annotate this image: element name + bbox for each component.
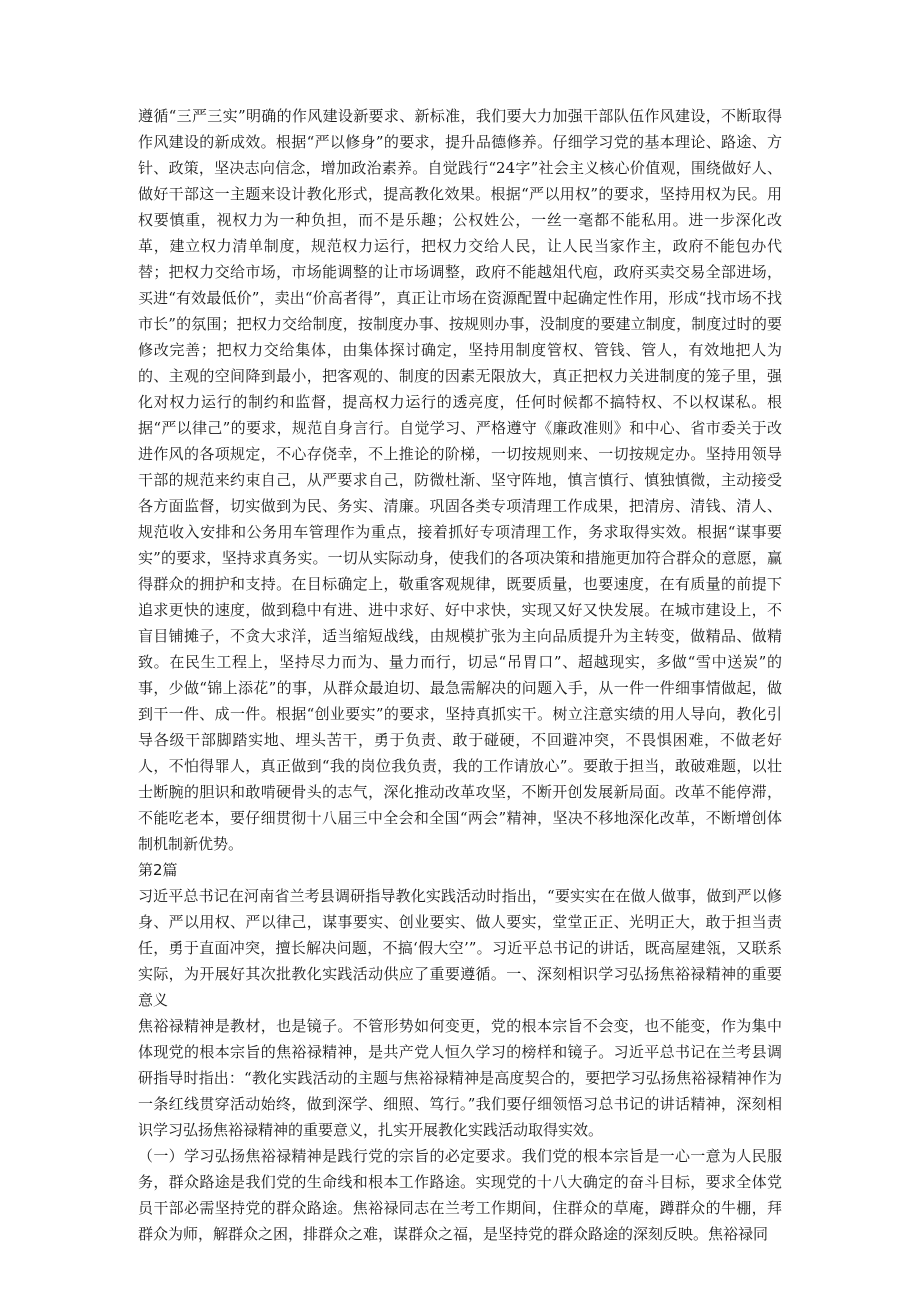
paragraph-jiao-yulu-spirit: 焦裕禄精神是教材，也是镜子。不管形势如何变更，党的根本宗旨不会变，也不能变，作为集中体现党的根本宗旨的焦裕禄精神，是共产党人恒久学习的榜样和镜子。习近平总书记在兰考县调研指导时指出：“教化实践活动的主题与焦裕禄精神是高度契合的，要把学习弘扬焦裕禄精神作为一条红线贯穿活动始终，做到深学、细照、笃行。”我们要仔细领悟习总书记的讲话精神，深刻相识学习弘扬焦裕禄精神的重要意义，扎实开展教化实践活动取得实效。 [138,1017,782,1139]
section-heading: 第2篇 [138,861,178,879]
paragraph-three-stricts: 遵循“三严三实”明确的作风建设新要求、新标准，我们要大力加强干部队伍作风建设，不断取得作风建设的新成效。根据“严以修身”的要求，提升品德修养。仔细学习党的基本理论、路途、方针、政策，坚决志向信念，增加政治素养。自觉践行“24字”社会主义核心价值观，围绕做好人、做好干部这一主题来设计教化形式，提高教化效果。根据“严以用权”的要求，坚持用权为民。用权要慎重，视权力为一种负担，而不是乐趣；公权姓公，一丝一毫都不能私用。进一步深化改革，建立权力清单制度，规范权力运行，把权力交给人民，让人民当家作主，政府不能包办代替；把权力交给市场，市场能调整的让市场调整，政府不能越俎代庖，政府买卖交易全部进场，买进“有效最低价”，卖出“价高者得”，真正让市场在资源配置中起确定性作用，形成“找市场不找市长”的氛围；把权力交给制度，按制度办事、按规则办事，没制度的要建立制度，制度过时的要修改完善；把权力交给集体，由集体探讨确定，坚持用制度管权、管钱、管人，有效地把人为的、主观的空间降到最小，把客观的、制度的因素无限放大，真正把权力关进制度的笼子里，强化对权力运行的制约和监督，提高权力运行的透亮度，任何时候都不搞特权、不以权谋私。根据“严以律己”的要求，规范自身言行。自觉学习、严格遵守《廉政准则》和中心、省市委关于改进作风的各项规定，不心存侥幸，不上推论的阶梯，一切按规则来、一切按规定办。坚持用领导干部的规范来约束自己，从严要求自己，防微杜渐、坚守阵地，慎言慎行、慎独慎微，主动接受各方面监督，切实做到为民、务实、清廉。巩固各类专项清理工作成果，把清房、清钱、清人、规范收入安排和公务用车管理作为重点，接着抓好专项清理工作，务求取得实效。根据“谋事要实”的要求，坚持求真务实。一切从实际动身，使我们的各项决策和措施更加符合群众的意愿，赢得群众的拥护和支持。在目标确定上，敬重客观规律，既要质量，也要速度，在有质量的前提下追求更快的速度，做到稳中有进、进中求好、好中求快，实现又好又快发展。在城市建设上，不盲目铺摊子，不贪大求洋，适当缩短战线，由规模扩张为主向品质提升为主转变，做精品、做精致。在民生工程上，坚持尽力而为、量力而行，切忌“吊胃口”、超越现实，多做“雪中送炭”的事，少做“锦上添花”的事，从群众最迫切、最急需解决的问题入手，从一件一件细事情做起，做到干一件、成一件。根据“创业要实”的要求，坚持真抓实干。树立注意实绩的用人导向，教化引导各级干部脚踏实地、埋头苦干，勇于负责、敢于碰硬，不回避冲突，不畏惧困难，不做老好人，不怕得罪人，真正做到“我的岗位我负责，我的工作请放心”。要敢于担当，敢破难题，以壮士断腕的胆识和敢啃硬骨头的志气，深化推动改革攻坚，不断开创发展新局面。改革不能停滞，不能吃老本，要仔细贯彻十八届三中全会和全国“两会”精神，坚决不移地深化改革，不断增创体制机制新优势。 [138,107,782,853]
paragraph-lankao-speech: 习近平总书记在河南省兰考县调研指导教化实践活动时指出，“要实实在在做人做事，做到严以修身、严以用权、严以律己，谋事要实、创业要实、做人要实，堂堂正正、光明正大，敢于担当责任，勇于直面冲突，擅长解决问题，不搞‘假大空’”。习近平总书记的讲话，既高屋建瓴，又联系实际，为开展好其次批教化实践活动供应了重要遵循。一、深刻相识学习弘扬焦裕禄精神的重要意义 [138,887,782,1009]
document-body [138,103,782,1247]
paragraph-party-mission: （一）学习弘扬焦裕禄精神是践行党的宗旨的必定要求。我们党的根本宗旨是一心一意为人民服务，群众路途是我们党的生命线和根本工作路途。实现党的十八大确定的奋斗目标，要求全体党员干部必需坚持党的群众路途。焦裕禄同志在兰考工作期间，住群众的草庵，蹲群众的牛棚，拜群众为师，解群众之困，排群众之难，谋群众之福，是坚持党的群众路途的深刻反映。焦裕禄同 [138,1147,782,1243]
